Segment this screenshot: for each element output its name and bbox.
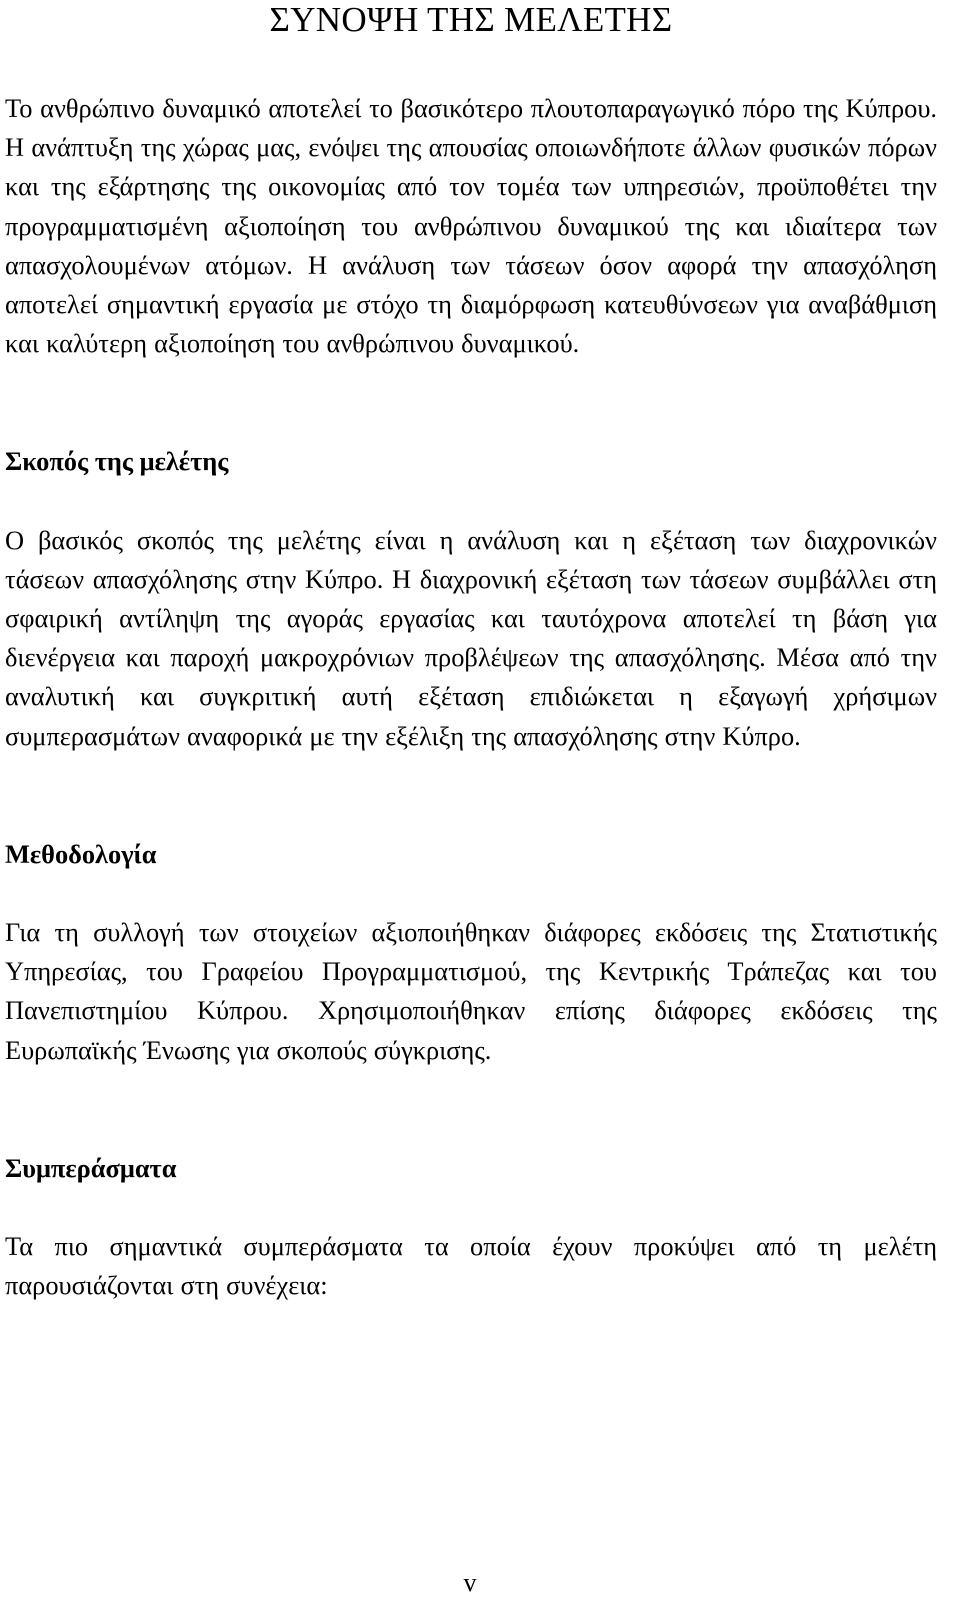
intro-paragraph: Το ανθρώπινο δυναμικό αποτελεί το βασικότερο πλουτοπαραγωγικό πόρο της Κύπρου. Η ανάπτυξη της χώρας μας, ενόψει της απουσίας οποιωνδήποτε άλλων φυσικών πόρων και της εξάρτησης της οικονομίας από τον τομέα των υπηρεσιών, προϋποθέτει την προγραμματισμένη αξιοποίηση του ανθρώπινου δυναμικού της και ιδιαίτερα των απασχολουμένων ατόμων. Η ανάλυση των τάσεων όσον αφορά την απασχόληση αποτελεί σημαντική εργασία με στόχο τη διαμόρφωση κατευθύνσεων για αναβάθμιση και καλύτερη αξιοποίηση του ανθρώπινου δυναμικού.	[5, 93, 937, 359]
section-body-conclusions: Τα πιο σημαντικά συμπεράσματα τα οποία έχουν προκύψει από τη μελέτη παρουσιάζονται στη συνέχεια:	[5, 1231, 937, 1301]
section-heading-conclusions: Συμπεράσματα	[5, 1152, 177, 1183]
document-page	[5, 0, 937, 1305]
page-number: v	[463, 1568, 477, 1597]
section-body-methodology: Για τη συλλογή των στοιχείων αξιοποιήθηκαν διάφορες εκδόσεις της Στατιστικής Υπηρεσίας, του Γραφείου Προγραμματισμού, της Κεντρικής Τράπεζας και του Πανεπιστημίου Κύπρου. Χρησιμοποιήθηκαν επίσης διάφορες εκδόσεις της Ευρωπαϊκής Ένωσης για σκοπούς σύγκρισης.	[5, 917, 937, 1065]
section-heading-methodology: Μεθοδολογία	[5, 838, 157, 869]
section-heading-purpose: Σκοπός της μελέτης	[5, 446, 229, 477]
document-title: ΣΥΝΟΨΗ ΤΗΣ ΜΕΛΕΤΗΣ	[269, 0, 673, 39]
section-body-purpose: Ο βασικός σκοπός της μελέτης είναι η ανάλυση και η εξέταση των διαχρονικών τάσεων απασχόλησης στην Κύπρο. Η διαχρονική εξέταση των τάσεων συμβάλλει στη σφαιρική αντίληψη της αγοράς εργασίας και ταυτόχρονα αποτελεί τη βάση για διενέργεια και παροχή μακροχρόνιων προβλέψεων της απασχόλησης. Μέσα από την αναλυτική και συγκριτική αυτή εξέταση επιδιώκεται η εξαγωγή χρήσιμων συμπερασμάτων αναφορικά με την εξέλιξη της απασχόλησης στην Κύπρο.	[5, 524, 937, 751]
